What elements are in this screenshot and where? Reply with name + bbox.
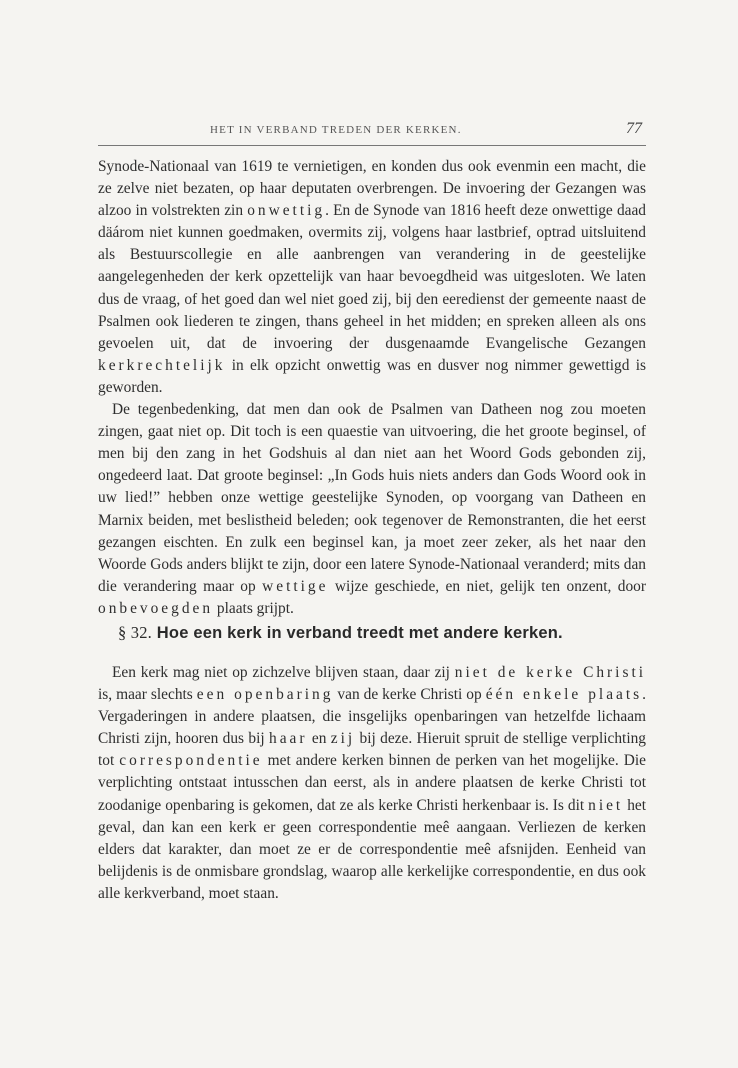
emphasis-spaced: zij <box>330 730 356 748</box>
paragraph-1: Synode-Nationaal van 1619 te vernietigen, en konden dus ook evenmin een macht, die ze zelve niet bezaten, op haar deputaten overbrengen. De invoering der Gezangen was alzoo in volstrekten zin onwettig. En de Synode van 1816 heeft deze onwettige daad däárom niet kunnen goedmaken, overmits zij, volgens haar lastbrief, optrad uitsluitend als Bestuurscollegie en alle aanbrengen van verandering in de geestelijke aangelegenheden der kerk opzettelijk van haar bevoegdheid was uitgesloten. We laten dus de vraag, of het goed dan wel niet goed zij, bij den eeredienst der gemeente naast de Psalmen ook liederen te zingen, thans geheel in het midden; en spreken alleen als ons gevoelen uit, dat de invoering der dusgenaamde Evangelische Gezangen kerkrechtelijk in elk opzicht onwettig was en dusver nog nimmer gewettigd is geworden. <box>98 158 646 396</box>
emphasis-spaced: kerkrechtelijk <box>98 356 226 374</box>
page-number: 77 <box>626 120 642 137</box>
emphasis-spaced: onbevoegden <box>98 599 214 617</box>
header-rule <box>98 145 646 146</box>
emphasis-spaced: onwettig <box>247 202 326 220</box>
section-heading <box>118 623 658 643</box>
running-head: HET IN VERBAND TREDEN DER KERKEN. <box>210 124 462 136</box>
body-text-bottom <box>98 662 646 905</box>
emphasis-spaced: haar <box>269 730 308 748</box>
emphasis-spaced: niet <box>588 796 624 814</box>
paragraph-3: Een kerk mag niet op zichzelve blijven staan, daar zij niet de kerke Christi is, maar slechts een openbaring van de kerke Christi op één enkele plaats. Vergaderingen in andere plaatsen, die insgelijks openbaringen van hetzelfde lichaam Christi zijn, hooren dus bij haar en zij bij deze. Hieruit spruit de stellige verplichting tot correspondentie met andere kerken binnen de perken van het mogelijke. Die verplichting ontstaat intusschen dan eerst, als in andere plaatsen de kerke Christi tot zoodanige openbaring is gekomen, dat ze als kerke Christi herkenbaar is. Is dit niet het geval, dan kan een kerk er geen correspondentie meê aangaan. Verliezen de kerken elders dat karakter, dan moet ze er de correspondentie meê afsnijden. Eenheid van belijdenis is de onmisbare grondslag, waarop alle kerkelijke correspondentie, en dus ook alle kerkverband, moet staan. <box>98 664 647 902</box>
emphasis-spaced: één enkele plaats <box>485 686 643 704</box>
body-text-top <box>98 156 646 620</box>
emphasis-spaced: niet de kerke Christi <box>454 664 646 681</box>
page-header <box>98 120 646 144</box>
emphasis-spaced: een openbaring <box>196 686 334 704</box>
section-title: Hoe een kerk in verband treedt met andere kerken. <box>156 624 563 642</box>
paragraph-2: De tegenbedenking, dat men dan ook de Psalmen van Datheen nog zou moeten zingen, gaat niet op. Dit toch is een quaestie van uitvoering, die het groote beginsel, of men bij den zang in het Godshuis al dan niet aan het Woord Gods gebonden zij, ongedeerd laat. Dat groote beginsel: „In Gods huis niets anders dan Gods Woord ook in uw lied!” hebben onze wettige geestelijke Synoden, op voorgang van Datheen en Marnix beiden, met beslistheid beleden; ook tegenover de Remonstranten, die het eerst gezangen eischten. En zulk een beginsel kan, ja moet zeer zeker, als het naar den Woorde Gods anders blijkt te zijn, door een latere Synode-Nationaal veranderd; mits dan die verandering maar op wettige wijze geschiede, en niet, gelijk ten onzent, door onbevoegden plaats grijpt. <box>98 401 647 617</box>
emphasis-spaced: wettige <box>262 577 329 595</box>
emphasis-spaced: correspondentie <box>119 752 263 770</box>
section-number: § 32. <box>118 623 152 642</box>
